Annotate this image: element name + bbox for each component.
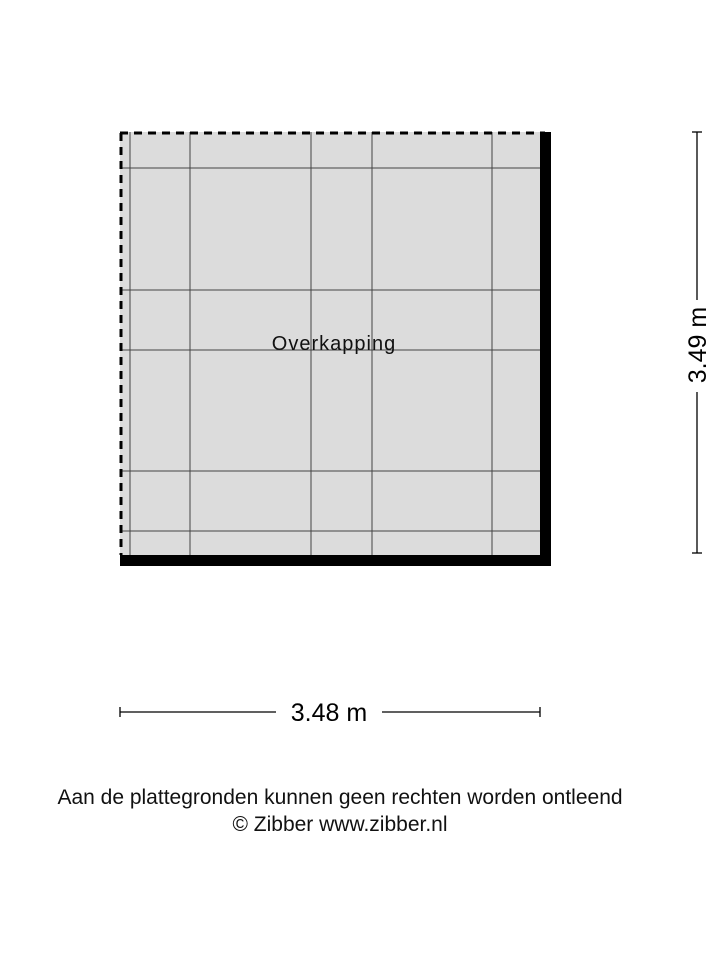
disclaimer-text: Aan de plattegronden kunnen geen rechten worden ontleend bbox=[57, 786, 623, 809]
height-dimension-label: 3.49 m bbox=[684, 306, 712, 384]
width-dimension-label: 3.48 m bbox=[290, 699, 368, 727]
copyright-text: © Zibber www.zibber.nl bbox=[232, 813, 448, 836]
wall-right bbox=[540, 132, 551, 566]
wall-bottom bbox=[120, 555, 551, 566]
room-label: Overkapping bbox=[271, 333, 397, 355]
